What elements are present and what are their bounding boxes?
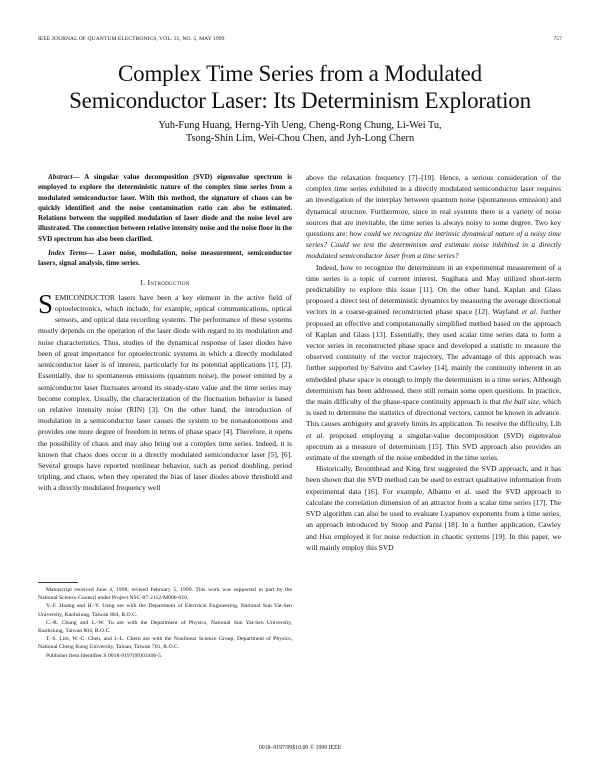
- footnote-affiliation-2: C.-R. Chung and L.-W. Tu are with the Department of Physics, National Sun Yat-Sen University, Kaohsiung, Taiwan 804, R.O.C.: [38, 619, 292, 635]
- right-p2-text-d: proposed employing a singular-value decomposition (SVD) eigenvalue spectrum as a measure of determinism [15]. This SVD approach also provides an estimate of the strength of the noise embedded in the time series.: [306, 430, 561, 463]
- footnote-affiliation-1: Y.-F. Huang and H.-Y. Ueng are with the Department of Electrical Engineering, National Sun Yat-Sen University, Kaohsiung, Taiwan 804, R.O.C.: [38, 603, 292, 618]
- intro-first-word: EMICONDUCTOR: [55, 292, 115, 302]
- footnote-rule: [38, 582, 78, 583]
- right-column: [306, 172, 561, 553]
- index-terms-lead: Index Terms—: [48, 249, 95, 258]
- paper-title: [0, 60, 600, 114]
- right-p1-questions: how could we recognize the intrinsic dynamical nature of a noisy time series? Could we test the determinism and estimate noise inhibited in a directly modulated semiconductor laser from a time series?: [306, 229, 561, 261]
- page-number: 757: [553, 36, 562, 42]
- right-p1-text: above the relaxation frequency [7]–[10]. Hence, a serious consideration of the complex time series exhibited in a directly modulated semiconductor laser requires an investigation of the interplay between quantum noise (spontaneous emission) and dynamical structure. Furthermore, since in real systems there is a variety of noise sources that are inevitable, the time series is always noisy to some degree. Two key questions are:: [306, 173, 561, 239]
- index-terms-text: Laser noise, modulation, noise measurement, semiconductor lasers, signal analysis, time series.: [38, 249, 292, 268]
- section-heading-introduction: [38, 277, 292, 288]
- running-head: [38, 36, 562, 42]
- authors-line-1: Yuh-Fung Huang, Herng-Yih Ueng, Cheng-Rong Chung, Li-Wei Tu,: [158, 120, 442, 131]
- right-p2-text-b: further proposed an effective and computationally simplified method based on the approach of Kaplan and Glass [13]. Essentially, they used scalar time series data to form a vector series in reconstructed phase space and developed a statistic to measure the observed continuity of the vector trajectory. The advantage of this approach was further supported by Salvino and Cawley [14], mainly the continuity inherent in an embedded phase space is enough to imply the determinism in a time series. Although determinism has been addressed, there still remain some open questions. In practice, the main difficulty of the phase-space continuity approach is that: [306, 307, 561, 407]
- section-title: Introduction: [147, 277, 190, 287]
- right-paragraph-3: Historically, Broomhead and King first suggested the SVD approach, and it has been shown that the SVD method can be used to extract qualitative information from experimental data [16]. For example, Albanto et al. used the SVD approach to calculate the correlation dimension of an attractor from a scalar time series [17]. The SVD algorithm can also be used to evaluate Lyapunov exponents from a time series, an approach introduced by Stoop and Parisi [18]. In a further application, Cawley and Hsu employed it for noise reduction in chaotic systems [19]. In this paper, we will mainly employ this SVD: [306, 464, 561, 552]
- title-line-1: Complex Time Series from a Modulated: [118, 61, 482, 86]
- copyright-footer: 0018–9197/99$10.00 © 1999 IEEE: [258, 745, 342, 751]
- right-paragraph-1: [306, 172, 561, 262]
- intro-text: lasers have been a key element in the active field of optoelectronics, which include, for example, optical communications, optical sensors, and optical data recording systems. The performance of these systems mostly depends on the operation of the laser diode with regard to its modulation and noise characteristics. Thus, studies of the dynamical response of laser diodes have been of great importance for optoelectronic systems in which a directly modulated semiconductor laser is of interest, particularly for its potential applications [1], [2]. Essentially, due to spontaneous emissions (quantum noise), the power emitted by a semiconductor laser fluctuates around its steady-state value and the time series may become complex. Usually, the characterization of the fluctuation behavior is based on relative intensity noise (RIN) [3]. On the other hand, the introduction of modulation in a semiconductor laser causes the system to be nonautonomous and provides one more degree of freedom in terms of phase space [4]. Therefore, it opens the possibility of chaos and may also bring out a complex time series. Indeed, it is known that chaos does occur in a directly modulated semiconductor laser [5], [6]. Several groups have reported nonlinear behavior, such as period doubling, period tripling, and chaos, when they operated the bias of laser diodes above threshold and with a directly modulated frequency well: [38, 292, 292, 493]
- right-paragraph-2: [306, 262, 561, 464]
- right-p2-etal-2: et al.: [306, 430, 325, 440]
- left-column: [38, 172, 292, 494]
- right-p2-ball-size: the ball size: [502, 397, 539, 407]
- dropcap-letter: S: [38, 288, 54, 319]
- abstract-lead: Abstract—: [48, 173, 80, 181]
- journal-citation: IEEE JOURNAL OF QUANTUM ELECTRONICS, VOL. 35, NO. 5, MAY 1999: [38, 36, 225, 42]
- footnotes: [38, 582, 292, 660]
- abstract-text: A singular value decomposition (SVD) eigenvalue spectrum is employed to explore the deterministic nature of the complex time series from a modulated semiconductor laser. With this method, the signature of chaos can be quickly identified and the noise contamination ratio can also be estimated. Relations between the supplied modulation of laser diode and the noise level are illustrated. The connection between relative intensity noise and the noise floor in the SVD spectrum has also been clarified.: [38, 173, 292, 243]
- intro-paragraph: [38, 288, 292, 494]
- abstract: [38, 172, 292, 244]
- right-p2-etal-1: et al.: [521, 307, 538, 317]
- footnote-manuscript: Manuscript received June 4, 1998; revised February 5, 1999. This work was supported in part by the National Science Council under Project NSC-87-2112-M006-010.: [38, 587, 292, 602]
- footnote-affiliation-3: T.-S. Lim, W.-C. Chen, and J.-L. Chern are with the Nonlinear Science Group, Department of Physics, National Cheng Kung University, Tainan, Taiwan 701, R.O.C.: [38, 636, 292, 651]
- right-p2-text-c: , which is used to determine the statistics of directional vectors, cannot be known in advance. This causes ambiguity and gravely limits its application. To resolve the difficulty, Lih: [306, 397, 561, 429]
- authors-line-2: Tsong-Shin Lim, Wei-Chou Chen, and Jyh-Long Chern: [185, 133, 415, 144]
- title-line-2: Semiconductor Laser: Its Determinism Exploration: [69, 88, 531, 113]
- section-number: I.: [140, 277, 148, 287]
- author-list: [0, 119, 600, 145]
- index-terms: [38, 248, 292, 269]
- right-p2-text-a: Indeed, how to recognize the determinism in an experimental measurement of a time series is a topic of current interest. Sugihara and May utilized short-term predictability to explore this issue [11]. On the other hand, Kaplan and Glass proposed a direct test of deterministic dynamics by measuring the average directional vectors in a coarse-grained reconstructed phase space [12]. Wayland: [306, 262, 561, 317]
- footnote-publisher-id: Publisher Item Identifier S 0018-9197(99)03406-5.: [46, 652, 163, 659]
